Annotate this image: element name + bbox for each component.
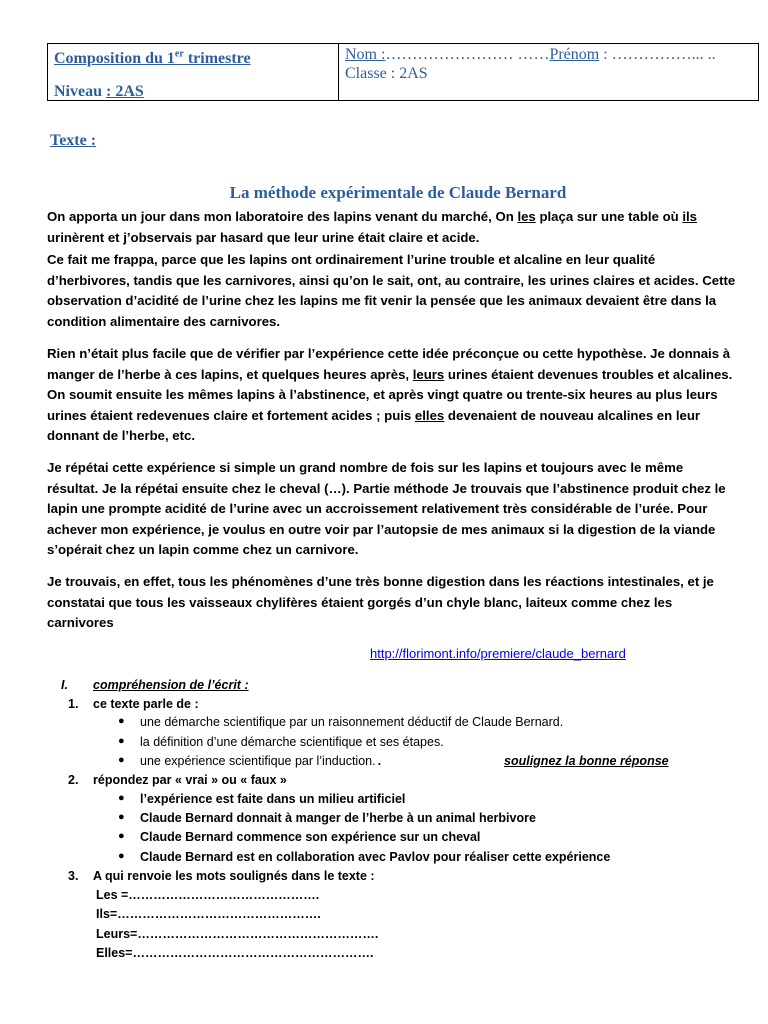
- answer-leurs: Leurs=………………………………………………….: [96, 927, 379, 941]
- composition-title: Composition du 1er trimestre: [54, 49, 251, 68]
- section-title: compréhension de l’écrit :: [93, 678, 249, 692]
- source-link[interactable]: http://florimont.info/premiere/claude_bernard: [370, 646, 626, 661]
- q1-option-3: une expérience scientifique par l’induction. .: [140, 754, 382, 768]
- question-2-text: répondez par « vrai » ou « faux »: [93, 773, 287, 787]
- bullet-icon: ●: [118, 754, 125, 766]
- answer-ils: Ils=………………………………………….: [96, 907, 321, 921]
- bullet-icon: ●: [118, 811, 125, 823]
- question-2-number: 2.: [68, 773, 79, 787]
- bullet-icon: ●: [118, 792, 125, 804]
- q2-statement-4: Claude Bernard est en collaboration avec Pavlov pour réaliser cette expérience: [140, 850, 611, 864]
- bullet-icon: ●: [118, 850, 125, 862]
- q2-statement-1: l’expérience est faite dans un milieu artificiel: [140, 792, 406, 806]
- answer-elles: Elles=………………………………………………….: [96, 946, 374, 960]
- q2-statement-2: Claude Bernard donnait à manger de l’herbe à un animal herbivore: [140, 811, 536, 825]
- q1-option-1: une démarche scientifique par un raisonnement déductif de Claude Bernard.: [140, 715, 564, 729]
- paragraph-1: On apporta un jour dans mon laboratoire des lapins venant du marché, On les plaça sur une table où ils urinèrent et j’observais par hasard que leur urine était claire et acide.: [47, 209, 698, 245]
- question-3-number: 3.: [68, 869, 79, 883]
- bullet-icon: ●: [118, 715, 125, 727]
- header-left-cell: [48, 44, 339, 100]
- document-title: La méthode expérimentale de Claude Bernard: [229, 183, 567, 202]
- paragraph-4: Je répétai cette expérience si simple un grand nombre de fois sur les lapins et toujours avec le même résultat. Je la répétai ensuite chez le cheval (…). Partie méthode Je trouvais que l’abstinence produit chez le lapin une prompte acidité de l’urine avec un accroissement relativement très considérable de l’urée. Pour achever mon expérience, je voulus en outre voir par l’autopsie de mes animaux si la digestion de la viande s’opérait chez un lapin comme chez un carnivore.: [47, 460, 726, 557]
- section-numeral: I.: [61, 678, 68, 692]
- answer-les: Les =……………………………………….: [96, 888, 320, 902]
- paragraph-2: Ce fait me frappa, parce que les lapins ont ordinairement l’urine trouble et alcaline en leur qualité d’herbivores, tandis que les carnivores, ainsi qu’on le sait, ont, au contraire, les urines claires et acides. Cette observation d’acidité de l’urine chez les lapins me fit venir la pensée que les animaux devaient être dans la condition alimentaire des carnivores.: [47, 252, 736, 329]
- paragraph-3: Rien n’était plus facile que de vérifier par l’expérience cette idée préconçue ou cette hypothèse. Je donnais à manger de l’herbe à ces lapins, et quelques heures après, leurs urines étaient devenues troubles et alcalines. On soumit ensuite les mêmes lapins à l’abstinence, et après vingt quatre ou trente-six heures au plus leurs urines étaient redevenues claire et fortement acides ; puis elles devenaient de nouveau alcalines en leur donnant de l’herbe, etc.: [47, 346, 733, 443]
- question-3-text: A qui renvoie les mots soulignés dans le texte :: [93, 869, 375, 883]
- bullet-icon: ●: [118, 735, 125, 747]
- question-1-number: 1.: [68, 697, 79, 711]
- question-1-text: ce texte parle de :: [93, 697, 199, 711]
- header-right-cell: [339, 44, 758, 100]
- q1-option-2: la définition d’une démarche scientifique et ses étapes.: [140, 735, 444, 749]
- q1-instruction: soulignez la bonne réponse: [504, 754, 669, 768]
- paragraph-5: Je trouvais, en effet, tous les phénomènes d’une très bonne digestion dans les réactions intestinales, et je constatai que tous les vaisseaux chylifères étaient gorgés d’un chyle blanc, laiteux comme chez les carnivores: [47, 574, 714, 630]
- q2-statement-3: Claude Bernard commence son expérience sur un cheval: [140, 830, 481, 844]
- texte-label: Texte :: [50, 132, 97, 149]
- bullet-icon: ●: [118, 830, 125, 842]
- nom-prenom-line: Nom :…………………… ……Prénom : ……………... ..: [345, 46, 716, 63]
- niveau-label: Niveau : 2AS: [54, 83, 144, 100]
- classe-label: Classe : 2AS: [345, 65, 428, 82]
- header-table: [47, 43, 759, 101]
